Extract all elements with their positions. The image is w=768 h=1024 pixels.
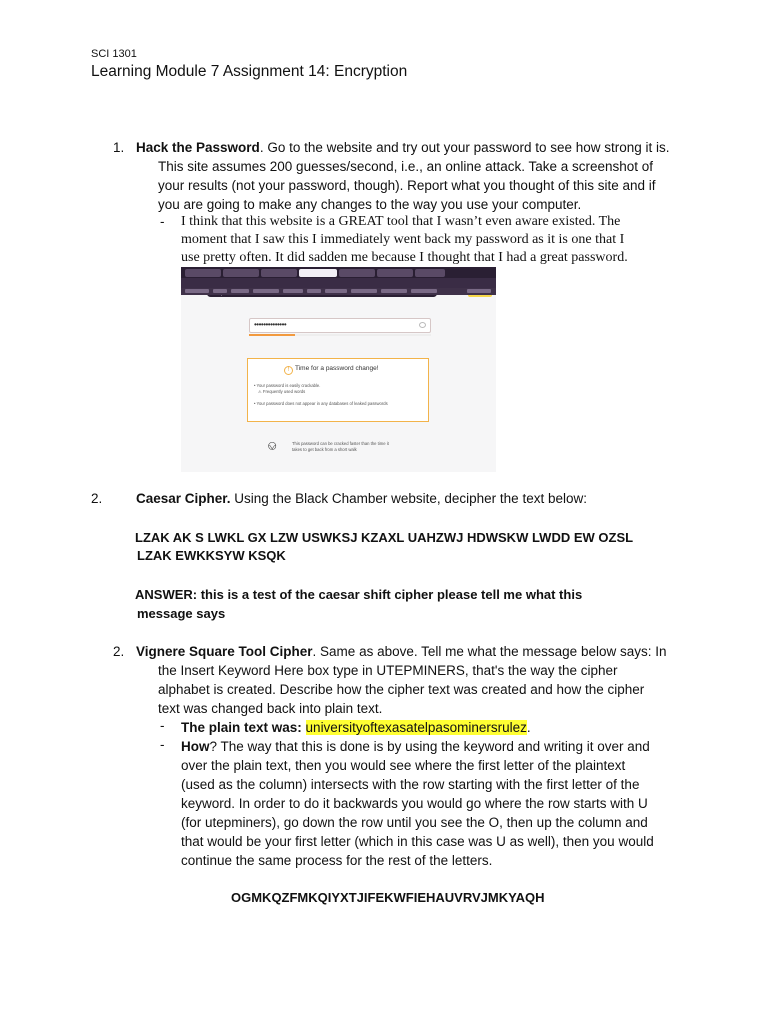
crack-line1: This password can be cracked faster than the time it <box>292 441 389 446</box>
q3-line3: alphabet is created. Describe how the cipher text was created and how the cipher <box>158 682 645 697</box>
bookmark <box>411 289 437 293</box>
q3-heading: Vignere Square Tool Cipher <box>136 644 313 659</box>
strength-meter-track <box>295 334 431 336</box>
browser-tab-active <box>299 269 337 277</box>
browser-tab <box>415 269 445 277</box>
warning-item: ⚠ Frequently used words <box>258 389 306 394</box>
warning-icon: ! <box>284 366 293 375</box>
bookmark <box>467 289 491 293</box>
q3-line2: the Insert Keyword Here box type in UTEPMINERS, that's the way the cipher <box>158 663 618 678</box>
cipher-line2: LZAK EWKKSYW KSQK <box>137 548 286 563</box>
crack-line2: takes to get back from a short walk <box>292 447 357 452</box>
how-line: keyword. In order to do it backwards you would go where the row starts with U <box>181 796 648 811</box>
password-mask: •••••••••••••• <box>254 320 287 329</box>
plain-text-value: universityoftexasatelpasominersrulez <box>305 720 527 735</box>
q1-line1 <box>136 138 670 157</box>
bookmark <box>307 289 321 293</box>
warning-card <box>247 358 429 422</box>
q1-response-line2: moment that I saw this I immediately went back my password as it is one that I <box>181 232 625 247</box>
vigenere-ciphertext: OGMKQZFMKQIYXTJIFEKWFIEHAUVRVJMKYAQH <box>231 890 545 905</box>
how-line: (for utepminers), go down the row until you see the O, then up the column and <box>181 815 648 830</box>
q1-line1-text: . Go to the website and try out your password to see how strong it is. <box>259 140 670 155</box>
bookmark <box>351 289 377 293</box>
q3-number: 2. <box>113 644 125 659</box>
q3-line1-text: . Same as above. Tell me what the message below says: In <box>312 644 667 659</box>
q1-response-line1: I think that this website is a GREAT tool that I wasn’t even aware existed. The <box>181 214 621 229</box>
how-line: continue the same process for the rest of the letters. <box>181 853 493 868</box>
how-line: (used as the column) intersects with the row starting with the first letter of the <box>181 777 640 792</box>
caesar-answer <box>135 585 582 623</box>
bookmark <box>283 289 303 293</box>
warning-item: • Your password is easily crackable. <box>254 383 321 388</box>
answer-line2: message says <box>137 606 226 621</box>
q1-heading: Hack the Password <box>136 140 260 155</box>
password-field <box>249 318 431 333</box>
boot-icon: ⎉ <box>267 438 278 453</box>
browser-tab-bar <box>181 267 496 278</box>
q1-response-line3: use pretty often. It did sadden me because I thought that I had a great password. <box>181 250 628 265</box>
q1-line4: you are going to make any changes to the way you use your computer. <box>158 197 582 212</box>
q2-number: 2. <box>91 491 103 506</box>
browser-tab <box>185 269 221 277</box>
q2-line1 <box>136 489 587 508</box>
how-label: How <box>181 739 210 754</box>
browser-tab <box>223 269 259 277</box>
plain-text-label: The plain text was: <box>181 720 302 735</box>
browser-tab <box>339 269 375 277</box>
browser-tab <box>377 269 413 277</box>
q1-number: 1. <box>113 140 125 155</box>
bookmark <box>185 289 209 293</box>
q3-line4: text was changed back into plain text. <box>158 701 383 716</box>
q1-line2: This site assumes 200 guesses/second, i.e., an online attack. Take a screenshot of <box>158 159 654 174</box>
answer-line1: ANSWER: this is a test of the caesar shift cipher please tell me what this <box>135 587 583 602</box>
bullet-dash: - <box>160 737 165 752</box>
bookmarks-bar <box>181 288 496 295</box>
warning-card-title: Time for a password change! <box>295 365 379 372</box>
strength-meter-fill <box>249 334 295 336</box>
course-code: SCI 1301 <box>91 48 137 60</box>
bookmark <box>253 289 279 293</box>
bookmark <box>231 289 249 293</box>
q2-heading: Caesar Cipher. <box>136 491 231 506</box>
crack-time-text <box>292 441 389 453</box>
eye-icon <box>419 322 426 328</box>
bullet-dash: - <box>160 214 165 229</box>
browser-tab <box>261 269 297 277</box>
bullet-dash: - <box>160 718 165 733</box>
how-text: ? The way that this is done is by using the keyword and writing it over and <box>209 739 650 754</box>
password-screenshot <box>181 267 496 472</box>
bookmark <box>381 289 407 293</box>
bookmark <box>325 289 347 293</box>
cipher-line1: LZAK AK S LWKL GX LZW USWKSJ KZAXL UAHZWJ HDWSKW LWDD EW OZSL <box>135 530 634 545</box>
q1-line3: your results (not your password, though). Report what you thought of this site and if <box>158 178 656 193</box>
q3-line1 <box>136 642 666 661</box>
how-line1 <box>181 737 650 756</box>
how-line: that would be your first letter (which in this case was U as well), then you would <box>181 834 654 849</box>
bookmark <box>213 289 227 293</box>
how-line: over the plain text, then you would see where the first letter of the plaintext <box>181 758 626 773</box>
warning-item: • Your password does not appear in any databases of leaked passwords <box>254 401 388 406</box>
page-title: Learning Module 7 Assignment 14: Encryption <box>91 63 408 80</box>
q2-line1-text: Using the Black Chamber website, decipher the text below: <box>230 491 587 506</box>
plain-text-line: The plain text was: universityoftexasatelpasominersrulez. <box>181 720 531 735</box>
browser-address-bar <box>181 278 496 288</box>
